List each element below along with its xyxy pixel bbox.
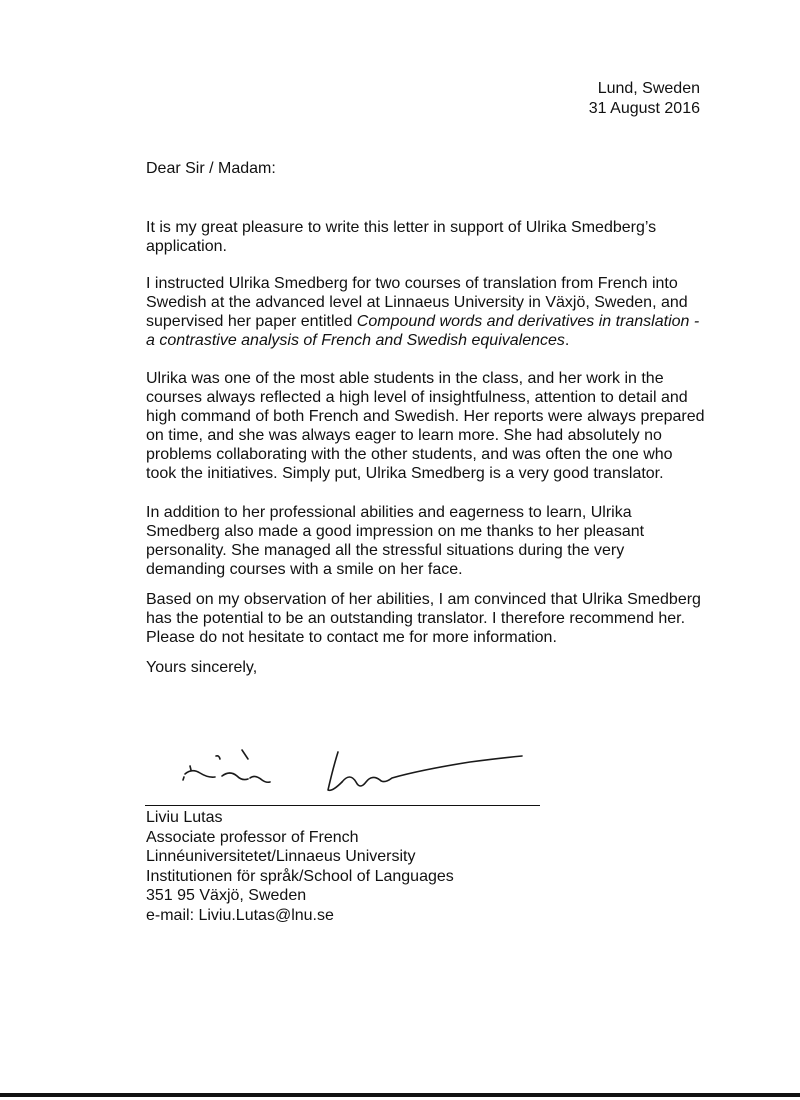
paragraph-2-end: . [564,332,570,349]
signature-line [145,805,540,806]
paper-title: Compound words and derivatives in translation - a contrastive analysis of French and Swedish equivalences [146,313,700,349]
paragraph-1: It is my great pleasure to write this letter in support of Ulrika Smedberg’s application. [146,219,657,255]
sender-title: Associate professor of French [146,828,359,846]
sender-block [146,808,454,925]
paragraph-4: In addition to her professional abilities and eagerness to learn, Ulrika Smedberg also made a good impression on me thanks to her pleasant personality. She managed all the stressful situations during the very demanding courses with a smile on her face. [146,504,645,578]
letter-body [146,218,706,677]
scan-bottom-edge [0,1093,800,1097]
letter-date: 31 August 2016 [588,100,700,117]
sender-department: Institutionen för språk/School of Languages [146,867,454,885]
paragraph-5: Based on my observation of her abilities, I am convinced that Ulrika Smedberg has the potential to be an outstanding translator. I therefore recommend her. Please do not hesitate to contact me for more information. [146,591,701,646]
sender-email: e-mail: Liviu.Lutas@lnu.se [146,906,334,924]
closing: Yours sincerely, [146,659,258,676]
sender-university: Linnéuniversitetet/Linnaeus University [146,848,416,865]
handwritten-signature [170,746,540,802]
paragraph-2-text: I instructed Ulrika Smedberg for two courses of translation from French into Swedish at the advanced level at Linnaeus University in Växjö, Sweden, and supervised her paper entitled [146,275,688,330]
paragraph-3: Ulrika was one of the most able students in the class, and her work in the courses always reflected a high level of insightfulness, attention to detail and high command of both French and Swedish. Her reports were always prepared on time, and she was always eager to learn more. She had absolutely no problems collaborating with the other students, and was often the one who took the initiatives. Simply put, Ulrika Smedberg is a very good translator. [146,370,705,482]
salutation: Dear Sir / Madam: [146,160,276,177]
letter-place: Lund, Sweden [597,80,700,97]
paragraph-2 [146,274,706,350]
sender-name: Liviu Lutas [146,809,223,826]
sender-address: 351 95 Växjö, Sweden [146,887,307,904]
place-date-block [589,79,700,119]
